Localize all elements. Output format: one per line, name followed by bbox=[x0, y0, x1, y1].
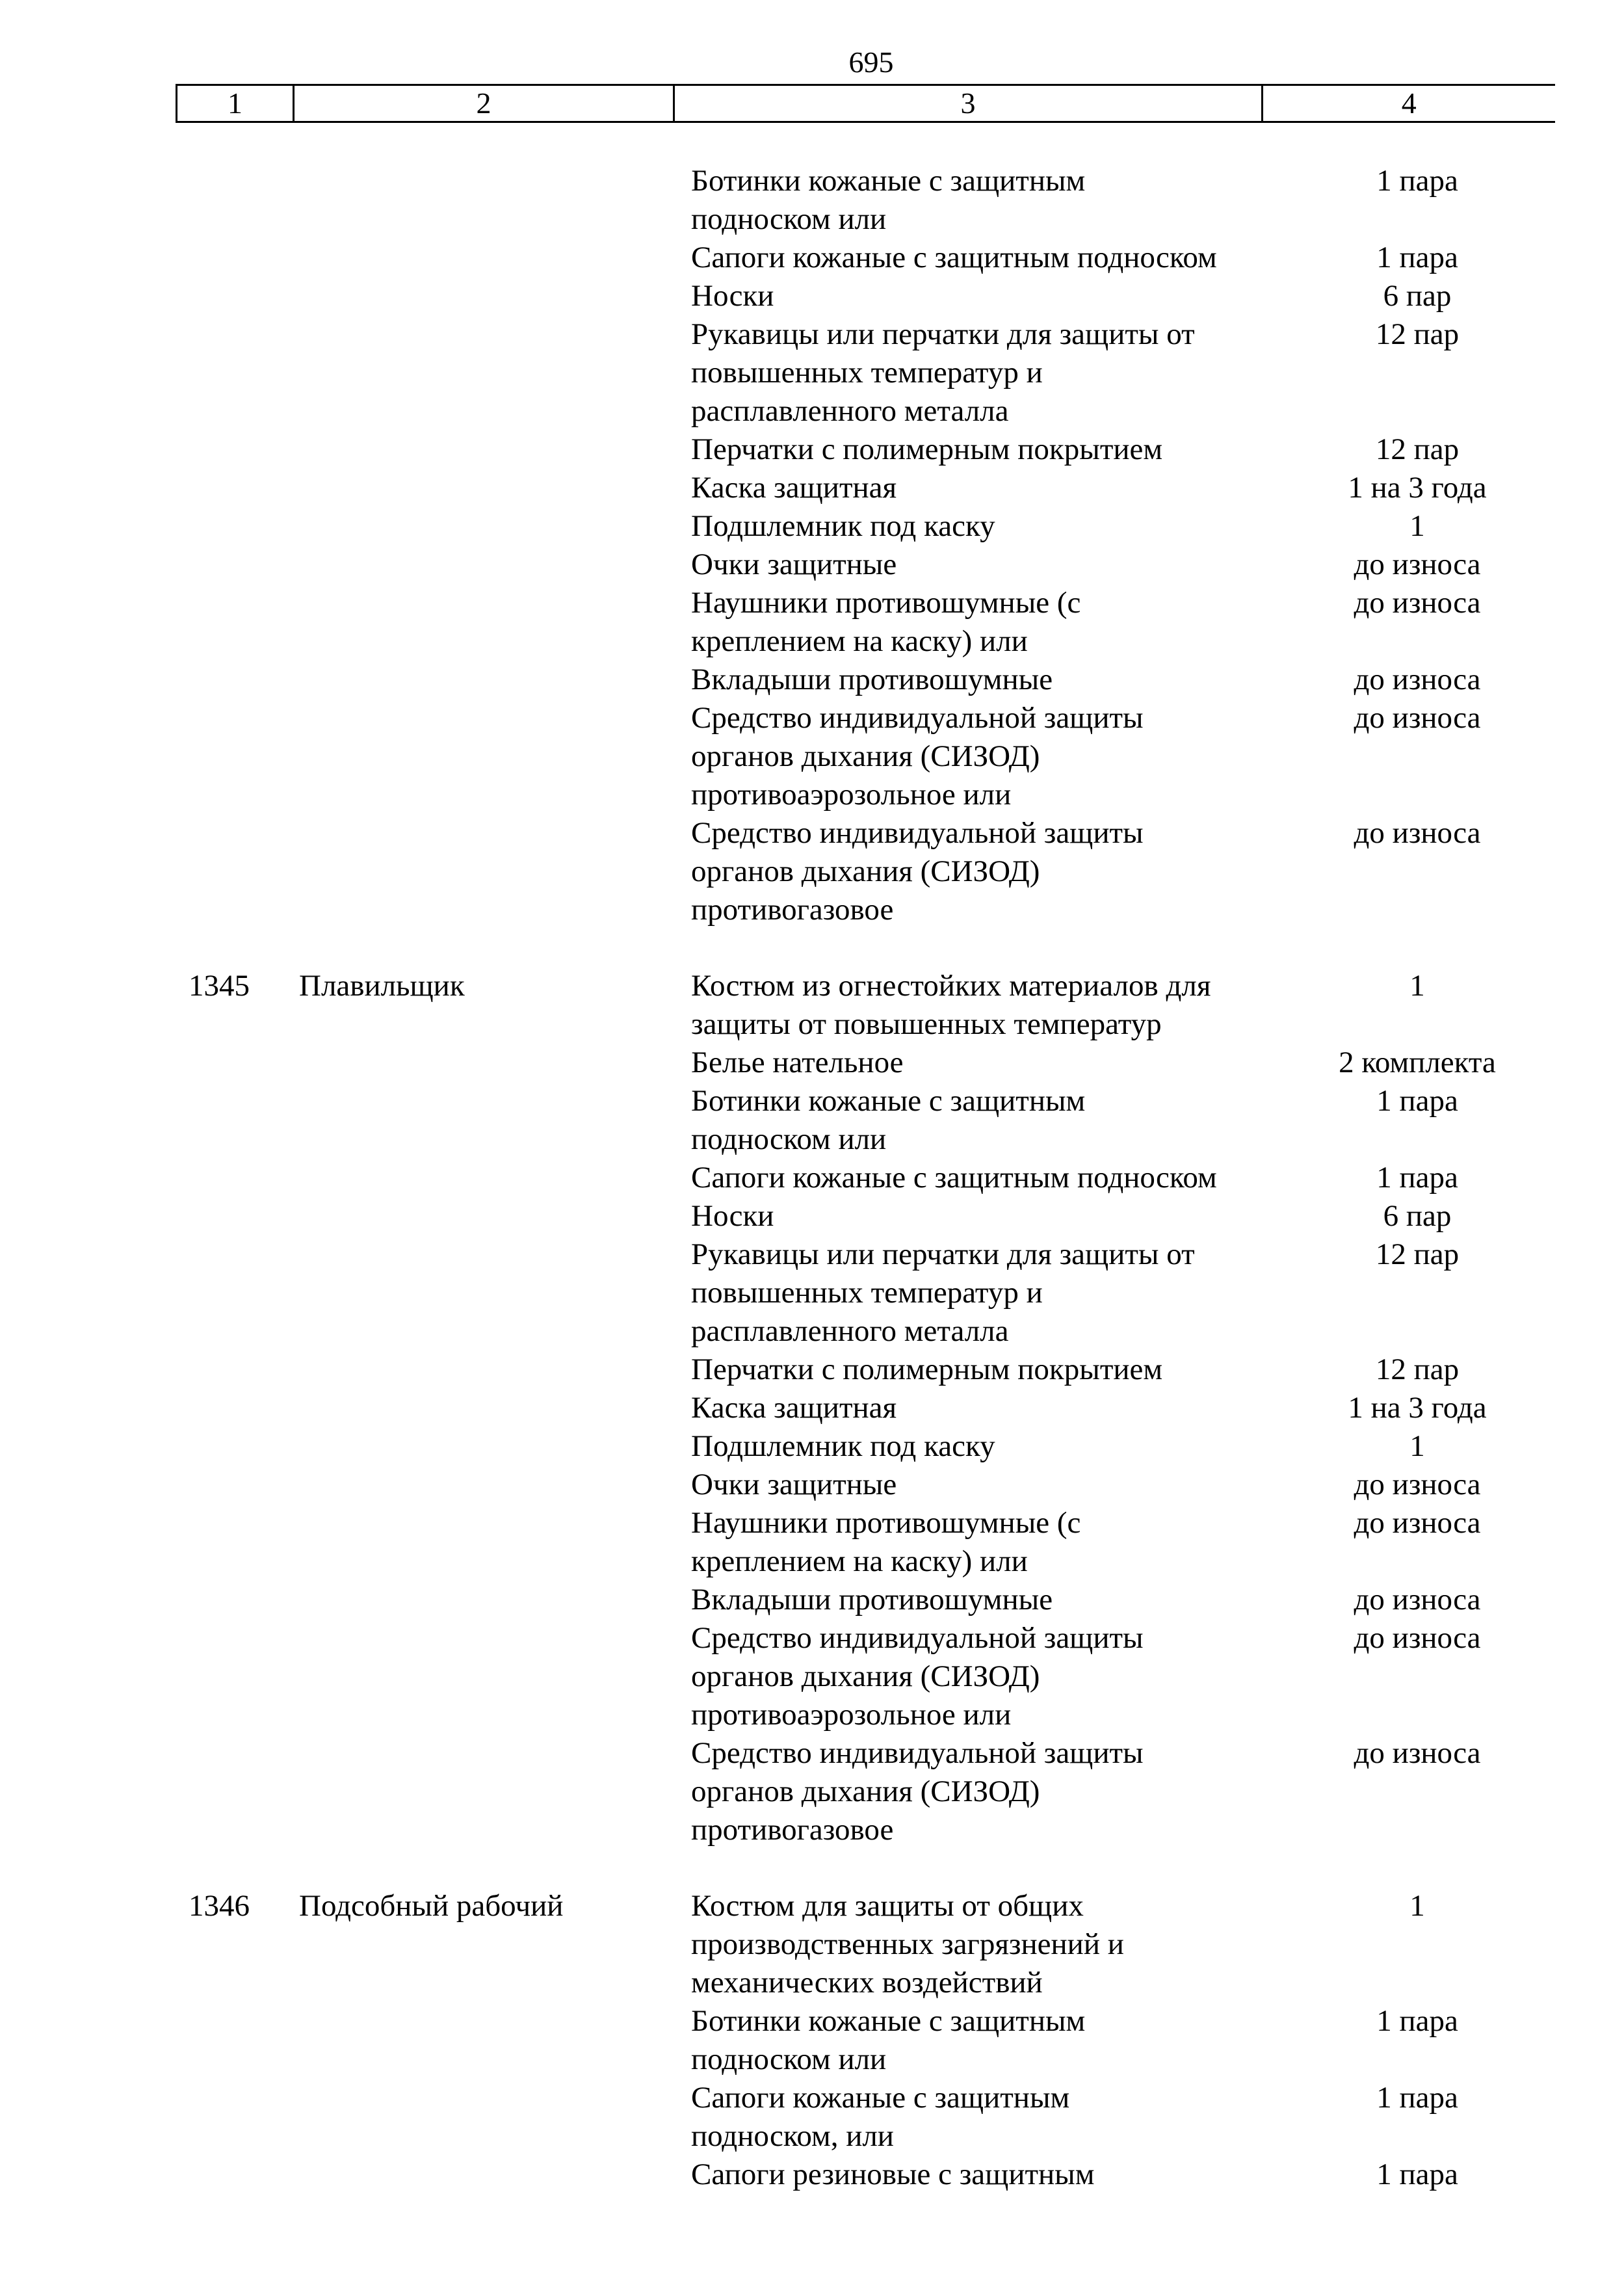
ppe-item-line: органов дыхания (СИЗОД) bbox=[691, 1659, 1040, 1693]
ppe-item-line: Сапоги кожаные с защитным подноском bbox=[691, 241, 1217, 274]
ppe-item bbox=[691, 1734, 1276, 1849]
issue-norm: 1 пара bbox=[1376, 1084, 1458, 1118]
issue-norm: до износа bbox=[1354, 816, 1481, 850]
ppe-item-line: подноском, или bbox=[691, 2119, 894, 2153]
ppe-item-line: противогазовое bbox=[691, 893, 894, 927]
ppe-item-line: Костюм для защиты от общих bbox=[691, 1889, 1084, 1923]
table-body bbox=[0, 162, 1624, 2194]
ppe-item-line: защиты от повышенных температур bbox=[691, 1007, 1162, 1041]
ppe-item-line: Ботинки кожаные с защитным bbox=[691, 164, 1086, 198]
ppe-item-line: противоаэрозольное или bbox=[691, 1698, 1012, 1732]
issue-norm: до износа bbox=[1354, 586, 1481, 620]
table-row bbox=[0, 162, 1624, 239]
ppe-item-line: Носки bbox=[691, 1199, 774, 1233]
ppe-item-line: креплением на каску) или bbox=[691, 1544, 1028, 1578]
ppe-item bbox=[691, 315, 1276, 430]
table-row bbox=[0, 584, 1624, 661]
issue-norm: до износа bbox=[1354, 1621, 1481, 1655]
ppe-item-line: механических воздействий bbox=[691, 1966, 1043, 1999]
profession-number: 1345 bbox=[189, 969, 250, 1003]
table-row bbox=[0, 1235, 1624, 1351]
ppe-item bbox=[691, 2156, 1276, 2194]
ppe-item-line: креплением на каску) или bbox=[691, 624, 1028, 658]
column-header-4: 4 bbox=[1263, 85, 1555, 122]
column-header-3: 3 bbox=[674, 85, 1263, 122]
ppe-item bbox=[691, 814, 1276, 929]
table-row bbox=[0, 661, 1624, 699]
ppe-item-line: Средство индивидуальной защиты bbox=[691, 816, 1144, 850]
ppe-item-line: Подшлемник под каску bbox=[691, 1429, 995, 1463]
ppe-item-line: повышенных температур и bbox=[691, 1276, 1043, 1310]
issue-norm: 6 пар bbox=[1383, 1199, 1452, 1233]
issue-norm: 1 на 3 года bbox=[1348, 471, 1487, 505]
issue-norm: до износа bbox=[1354, 1583, 1481, 1616]
ppe-item-line: Каска защитная bbox=[691, 1391, 897, 1425]
ppe-item bbox=[691, 1887, 1276, 2002]
ppe-item-line: органов дыхания (СИЗОД) bbox=[691, 854, 1040, 888]
ppe-item-line: подноском или bbox=[691, 1122, 887, 1156]
issue-norm: до износа bbox=[1354, 701, 1481, 735]
ppe-item bbox=[691, 661, 1276, 699]
table-row bbox=[0, 699, 1624, 814]
issue-norm: 6 пар bbox=[1383, 279, 1452, 313]
column-header-1: 1 bbox=[177, 85, 294, 122]
ppe-item bbox=[691, 2079, 1276, 2156]
table-row bbox=[0, 2156, 1624, 2194]
table-row bbox=[0, 1619, 1624, 1734]
table-row bbox=[0, 1734, 1624, 1849]
ppe-item bbox=[691, 584, 1276, 661]
table-row bbox=[0, 814, 1624, 929]
issue-norm: до износа bbox=[1354, 548, 1481, 581]
ppe-item-line: расплавленного металла bbox=[691, 394, 1009, 428]
ppe-item-line: повышенных температур и bbox=[691, 356, 1043, 389]
ppe-item-line: расплавленного металла bbox=[691, 1314, 1009, 1348]
ppe-item-line: Очки защитные bbox=[691, 1468, 897, 1501]
ppe-item-line: Сапоги резиновые с защитным bbox=[691, 2157, 1095, 2191]
issue-norm: 1 пара bbox=[1376, 241, 1458, 274]
table-row bbox=[0, 239, 1624, 277]
ppe-item-line: Костюм из огнестойких материалов для bbox=[691, 969, 1211, 1003]
issue-norm: 1 пара bbox=[1376, 2081, 1458, 2115]
table-row bbox=[0, 1466, 1624, 1504]
issue-norm: 1 пара bbox=[1376, 1161, 1458, 1194]
profession-number: 1346 bbox=[189, 1889, 250, 1923]
page-number: 695 bbox=[848, 46, 894, 79]
ppe-item bbox=[691, 1235, 1276, 1351]
issue-norm: 12 пар bbox=[1375, 317, 1460, 351]
ppe-item-line: Рукавицы или перчатки для защиты от bbox=[691, 317, 1195, 351]
table-row bbox=[0, 2079, 1624, 2156]
issue-norm: до износа bbox=[1354, 1736, 1481, 1770]
ppe-item bbox=[691, 1351, 1276, 1389]
ppe-item bbox=[691, 507, 1276, 546]
group-separator bbox=[0, 929, 1624, 967]
ppe-item bbox=[691, 546, 1276, 584]
table-row bbox=[0, 1044, 1624, 1082]
table-row bbox=[0, 507, 1624, 546]
ppe-item-line: противогазовое bbox=[691, 1813, 894, 1847]
table-row bbox=[0, 1427, 1624, 1466]
ppe-item bbox=[691, 469, 1276, 507]
table-row bbox=[0, 1082, 1624, 1159]
issue-norm: 1 bbox=[1409, 509, 1425, 543]
ppe-item-line: Рукавицы или перчатки для защиты от bbox=[691, 1237, 1195, 1271]
ppe-item bbox=[691, 1427, 1276, 1466]
issue-norm: 1 пара bbox=[1376, 2004, 1458, 2038]
ppe-item bbox=[691, 1466, 1276, 1504]
ppe-item-line: Перчатки с полимерным покрытием bbox=[691, 1353, 1163, 1386]
column-header-row bbox=[177, 85, 1555, 122]
issue-norm: 1 bbox=[1409, 969, 1425, 1003]
ppe-item-line: подноском или bbox=[691, 2042, 887, 2076]
issue-norm: до износа bbox=[1354, 1468, 1481, 1501]
issue-norm: до износа bbox=[1354, 663, 1481, 696]
ppe-item bbox=[691, 1619, 1276, 1734]
ppe-item-line: Перчатки с полимерным покрытием bbox=[691, 432, 1163, 466]
ppe-item-line: Ботинки кожаные с защитным bbox=[691, 2004, 1086, 2038]
ppe-item-line: Очки защитные bbox=[691, 548, 897, 581]
column-header-2: 2 bbox=[294, 85, 674, 122]
ppe-item bbox=[691, 277, 1276, 315]
table-row bbox=[0, 1504, 1624, 1581]
table-row bbox=[0, 430, 1624, 469]
ppe-item-line: Средство индивидуальной защиты bbox=[691, 1736, 1144, 1770]
ppe-item bbox=[691, 239, 1276, 277]
issue-norm: 2 комплекта bbox=[1339, 1046, 1496, 1079]
ppe-item-line: органов дыхания (СИЗОД) bbox=[691, 739, 1040, 773]
table-row bbox=[0, 2002, 1624, 2079]
ppe-item-line: Каска защитная bbox=[691, 471, 897, 505]
ppe-item bbox=[691, 1389, 1276, 1427]
table-row bbox=[0, 1159, 1624, 1197]
issue-norm: 12 пар bbox=[1375, 432, 1460, 466]
issue-norm: 1 пара bbox=[1376, 2157, 1458, 2191]
ppe-item bbox=[691, 1581, 1276, 1619]
table-row bbox=[0, 1581, 1624, 1619]
group-separator bbox=[0, 1849, 1624, 1887]
table-row bbox=[0, 1351, 1624, 1389]
ppe-item bbox=[691, 1044, 1276, 1082]
ppe-item-line: Ботинки кожаные с защитным bbox=[691, 1084, 1086, 1118]
ppe-item-line: Вкладыши противошумные bbox=[691, 663, 1053, 696]
ppe-item-line: Вкладыши противошумные bbox=[691, 1583, 1053, 1616]
ppe-item-line: Наушники противошумные (с bbox=[691, 586, 1081, 620]
table-row bbox=[0, 967, 1624, 1044]
ppe-item-line: производственных загрязнений и bbox=[691, 1927, 1124, 1961]
issue-norm: 12 пар bbox=[1375, 1237, 1460, 1271]
ppe-item-line: Белье нательное bbox=[691, 1046, 904, 1079]
ppe-item bbox=[691, 2002, 1276, 2079]
ppe-item bbox=[691, 430, 1276, 469]
ppe-item-line: Средство индивидуальной защиты bbox=[691, 701, 1144, 735]
ppe-item-line: Наушники противошумные (с bbox=[691, 1506, 1081, 1540]
issue-norm: 1 пара bbox=[1376, 164, 1458, 198]
issue-norm: до износа bbox=[1354, 1506, 1481, 1540]
table-row bbox=[0, 546, 1624, 584]
ppe-item bbox=[691, 1197, 1276, 1235]
table-row bbox=[0, 315, 1624, 430]
issue-norm: 12 пар bbox=[1375, 1353, 1460, 1386]
table-row bbox=[0, 1197, 1624, 1235]
ppe-item bbox=[691, 967, 1276, 1044]
ppe-item bbox=[691, 1082, 1276, 1159]
profession-name: Подсобный рабочий bbox=[299, 1889, 564, 1923]
ppe-item-line: Носки bbox=[691, 279, 774, 313]
ppe-item-line: Подшлемник под каску bbox=[691, 509, 995, 543]
ppe-item bbox=[691, 1159, 1276, 1197]
table-row bbox=[0, 1887, 1624, 2002]
issue-norm: 1 bbox=[1409, 1889, 1425, 1923]
issue-norm: 1 на 3 года bbox=[1348, 1391, 1487, 1425]
ppe-item-line: Сапоги кожаные с защитным bbox=[691, 2081, 1070, 2115]
ppe-item-line: органов дыхания (СИЗОД) bbox=[691, 1775, 1040, 1808]
ppe-item-line: подноском или bbox=[691, 202, 887, 236]
ppe-item-line: противоаэрозольное или bbox=[691, 778, 1012, 812]
ppe-item-line: Средство индивидуальной защиты bbox=[691, 1621, 1144, 1655]
ppe-item bbox=[691, 162, 1276, 239]
table-row bbox=[0, 277, 1624, 315]
table-row bbox=[0, 469, 1624, 507]
profession-name: Плавильщик bbox=[299, 969, 465, 1003]
ppe-item bbox=[691, 1504, 1276, 1581]
ppe-item bbox=[691, 699, 1276, 814]
ppe-item-line: Сапоги кожаные с защитным подноском bbox=[691, 1161, 1217, 1194]
column-header-table bbox=[176, 84, 1555, 123]
table-row bbox=[0, 1389, 1624, 1427]
issue-norm: 1 bbox=[1409, 1429, 1425, 1463]
